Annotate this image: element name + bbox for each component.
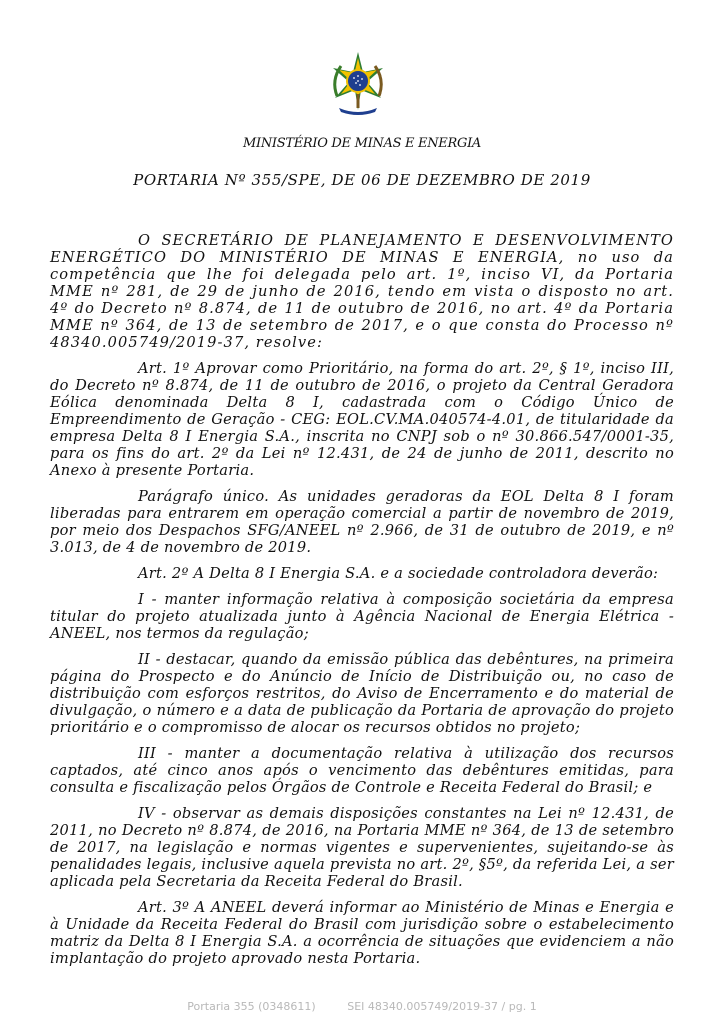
coat-of-arms-icon xyxy=(327,50,389,118)
portaria-title: PORTARIA Nº 355/SPE, DE 06 DE DEZEMBRO DE 2019 xyxy=(133,171,591,189)
item-iii-paragraph: III - manter a documentação relativa à utilização dos recursos captados, até cinco anos após o vencimento das debêntures emitidas, para consulta e fiscalização pelos Órgãos de Controle e Receita Federal do Brasil; e xyxy=(50,745,674,796)
item-iv-paragraph: IV - observar as demais disposições constantes na Lei nº 12.431, de 2011, no Decreto nº 8.874, de 2016, na Portaria MME nº 364, de 13 de setembro de 2017, na legislação e normas vigentes e supervenientes, sujeitando-se às penalidades legais, inclusive aquela prevista no art. 2º, §5º, da referida Lei, a ser aplicada pela Secretaria da Receita Federal do Brasil. xyxy=(50,805,674,890)
footer-sei-ref: SEI 48340.005749/2019-37 / pg. 1 xyxy=(347,1000,537,1013)
sole-paragraph: Parágrafo único. As unidades geradoras da EOL Delta 8 I foram liberadas para entrarem em operação comercial a partir de novembro de 2019, por meio dos Despachos SFG/ANEEL nº 2.966, de 31 de outubro de 2019, e nº 3.013, de 4 de novembro de 2019. xyxy=(50,488,674,556)
article-2-paragraph: Art. 2º A Delta 8 I Energia S.A. e a sociedade controladora deverão: xyxy=(138,565,659,582)
ministry-heading: MINISTÉRIO DE MINAS E ENERGIA xyxy=(242,136,481,151)
document-body xyxy=(50,232,674,976)
page-footer xyxy=(0,1000,724,1013)
article-3-paragraph: Art. 3º A ANEEL deverá informar ao Ministério de Minas e Energia e à Unidade da Receita Federal do Brasil com jurisdição sobre o estabelecimento matriz da Delta 8 I Energia S.A. a ocorrência de situações que evidenciem a não implantação do projeto aprovado nesta Portaria. xyxy=(50,899,674,967)
preamble-paragraph: O SECRETÁRIO DE PLANEJAMENTO E DESENVOLVIMENTO ENERGÉTICO DO MINISTÉRIO DE MINAS E ENERGIA, no uso da competência que lhe foi delegada pelo art. 1º, inciso VI, da Portaria MME nº 281, de 29 de junho de 2016, tendo em vista o disposto no art. 4º do Decreto nº 8.874, de 11 de outubro de 2016, no art. 4º da Portaria MME nº 364, de 13 de setembro de 2017, e o que consta do Processo nº 48340.005749/2019-37, resolve: xyxy=(50,232,674,351)
item-ii-paragraph: II - destacar, quando da emissão pública das debêntures, na primeira página do Prospecto e do Anúncio de Início de Distribuição ou, no caso de distribuição com esforços restritos, do Aviso de Encerramento e do material de divulgação, o número e a data de publicação da Portaria de aprovação do projeto prioritário e o compromisso de alocar os recursos obtidos no projeto; xyxy=(50,651,674,736)
article-1-paragraph: Art. 1º Aprovar como Prioritário, na forma do art. 2º, § 1º, inciso III, do Decreto nº 8.874, de 11 de outubro de 2016, o projeto da Central Geradora Eólica denominada Delta 8 I, cadastrada com o Código Único de Empreendimento de Geração - CEG: EOL.CV.MA.040574-4.01, de titularidade da empresa Delta 8 I Energia S.A., inscrita no CNPJ sob o nº 30.866.547/0001-35, para os fins do art. 2º da Lei nº 12.431, de 24 de junho de 2011, descrito no Anexo à presente Portaria. xyxy=(50,360,674,479)
item-i-paragraph: I - manter informação relativa à composição societária da empresa titular do projeto atualizada junto à Agência Nacional de Energia Elétrica - ANEEL, nos termos da regulação; xyxy=(50,591,674,642)
footer-doc-ref: Portaria 355 (0348611) xyxy=(187,1000,316,1013)
